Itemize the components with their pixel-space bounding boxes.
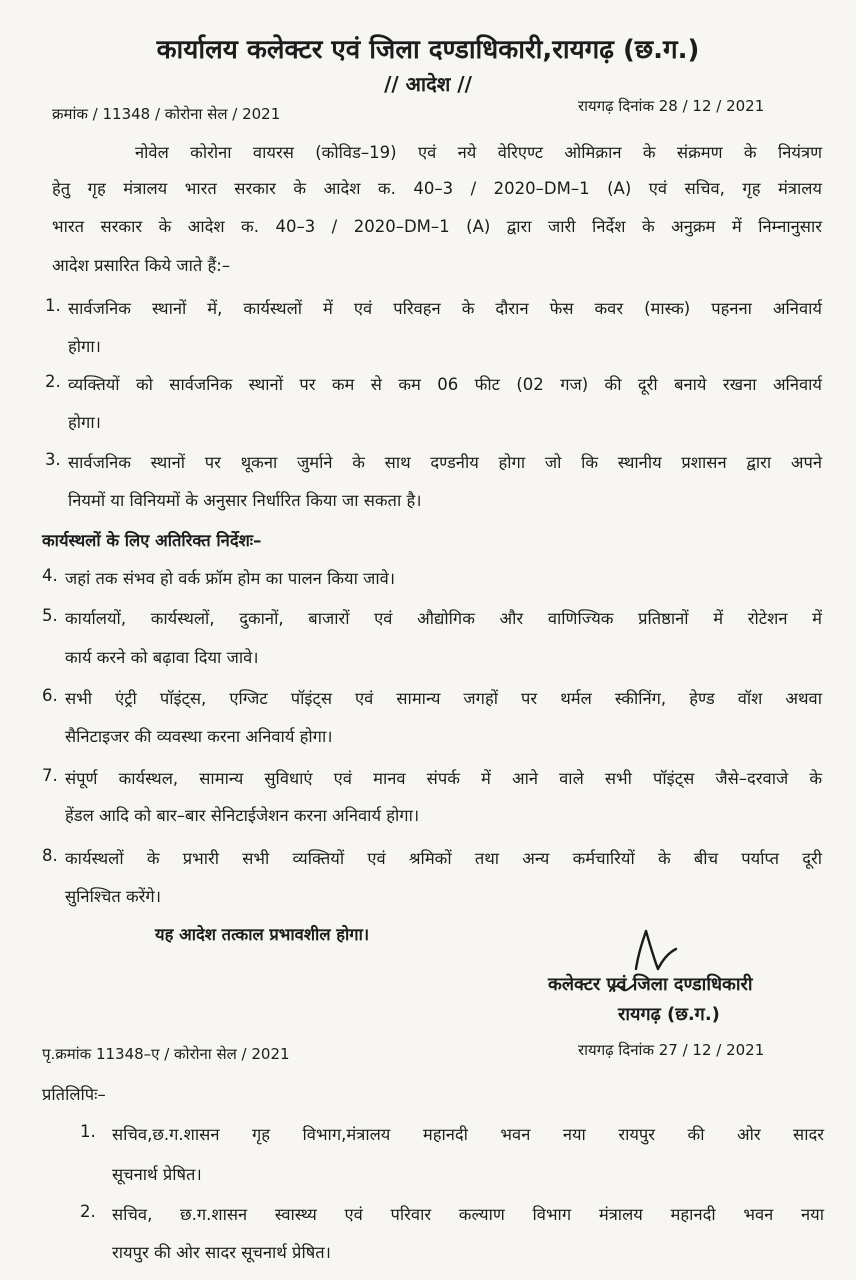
item-text: सुनिश्चित करेंगे। [65, 887, 161, 906]
item-text: कार्य करने को बढ़ावा दिया जावे। [65, 648, 259, 667]
copy-item-text: सूचनार्थ प्रेषित। [112, 1165, 202, 1184]
item-number: 2. [45, 372, 61, 391]
item-number: 1. [45, 296, 61, 315]
copy-reference-number: पृ.क्रमांक 11348–ए / कोरोना सेल / 2021 [42, 1045, 290, 1063]
order-title: // आदेश // [384, 72, 472, 96]
item-text: संपूर्ण कार्यस्थल, सामान्य सुविधाएं एवं मानव संपर्क में आने वाले सभी पॉइंट्स जैसे–दरवाजे के [65, 769, 822, 788]
signatory-designation: कलेक्टर एवं जिला दण्डाधिकारी [548, 974, 753, 995]
copy-item-number: 2. [80, 1202, 96, 1221]
item-text: सार्वजनिक स्थानों पर थूकना जुर्माने के साथ दण्डनीय होगा जो कि स्थानीय प्रशासन द्वारा अपने [68, 453, 822, 472]
item-number: 4. [42, 566, 58, 585]
item-number: 7. [42, 766, 58, 785]
copy-heading: प्रतिलिपिः– [42, 1085, 106, 1104]
intro-line-3: भारत सरकार के आदेश क. 40–3 / 2020–DM–1 (A) द्वारा जारी निर्देश के अनुक्रम में निम्नानुसार [52, 217, 822, 236]
copy-item-text: सचिव, छ.ग.शासन स्वास्थ्य एवं परिवार कल्याण विभाग मंत्रालय महानदी भवन नया [112, 1205, 824, 1224]
reference-number: क्रमांक / 11348 / कोरोना सेल / 2021 [52, 105, 281, 123]
item-number: 6. [42, 686, 58, 705]
intro-line-2: हेतु गृह मंत्रालय भारत सरकार के आदेश क. 40–3 / 2020–DM–1 (A) एवं सचिव, गृह मंत्रालय [52, 179, 822, 198]
copy-date: रायगढ़ दिनांक 27 / 12 / 2021 [578, 1041, 765, 1059]
copy-item-number: 1. [80, 1122, 96, 1141]
item-number: 8. [42, 846, 58, 865]
intro-line-1: नोवेल कोरोना वायरस (कोविड–19) एवं नये वेरिएण्ट ओमिक्रान के संक्रमण के नियंत्रण [135, 143, 822, 162]
item-text: होगा। [68, 413, 101, 432]
item-text: व्यक्तियों को सार्वजनिक स्थानों पर कम से कम 06 फीट (02 गज) की दूरी बनाये रखना अनिवार्य [68, 375, 822, 394]
item-text: सार्वजनिक स्थानों में, कार्यस्थलों में एवं परिवहन के दौरान फेस कवर (मास्क) पहनना अनिवार्य [68, 299, 822, 318]
item-number: 5. [42, 606, 58, 625]
item-text: होगा। [68, 337, 101, 356]
item-text: नियमों या विनियमों के अनुसार निर्धारित किया जा सकता है। [68, 491, 422, 510]
copy-item-text: रायपुर की ओर सादर सूचनार्थ प्रेषित। [112, 1243, 331, 1262]
workplace-heading: कार्यस्थलों के लिए अतिरिक्त निर्देशः– [42, 531, 262, 550]
item-text: हेंडल आदि को बार–बार सेनिटाईजेशन करना अनिवार्य होगा। [65, 806, 420, 825]
office-title: कार्यालय कलेक्टर एवं जिला दण्डाधिकारी,रायगढ़ (छ.ग.) [156, 35, 700, 65]
intro-line-4: आदेश प्रसारित किये जाते हैं:– [52, 256, 231, 275]
item-text: सभी एंट्री पॉइंट्स, एग्जिट पॉइंट्स एवं सामान्य जगहों पर थर्मल स्कीनिंग, हेण्ड वॉश अथवा [65, 689, 822, 708]
signatory-place: रायगढ़ (छ.ग.) [618, 1004, 720, 1025]
effective-note: यह आदेश तत्काल प्रभावशील होगा। [155, 925, 370, 944]
item-text: जहां तक संभव हो वर्क फ्रॉम होम का पालन किया जावे। [65, 569, 396, 588]
item-number: 3. [45, 450, 61, 469]
order-date: रायगढ़ दिनांक 28 / 12 / 2021 [578, 97, 765, 115]
item-text: कार्यस्थलों के प्रभारी सभी व्यक्तियों एवं श्रमिकों तथा अन्य कर्मचारियों के बीच पर्याप्त दूरी [65, 849, 822, 868]
item-text: सैनिटाइजर की व्यवस्था करना अनिवार्य होगा। [65, 727, 333, 746]
item-text: कार्यालयों, कार्यस्थलों, दुकानों, बाजारों एवं औद्योगिक और वाणिज्यिक प्रतिष्ठानों में रोटेशन में [65, 609, 822, 628]
copy-item-text: सचिव,छ.ग.शासन गृह विभाग,मंत्रालय महानदी भवन नया रायपुर की ओर सादर [112, 1125, 824, 1144]
